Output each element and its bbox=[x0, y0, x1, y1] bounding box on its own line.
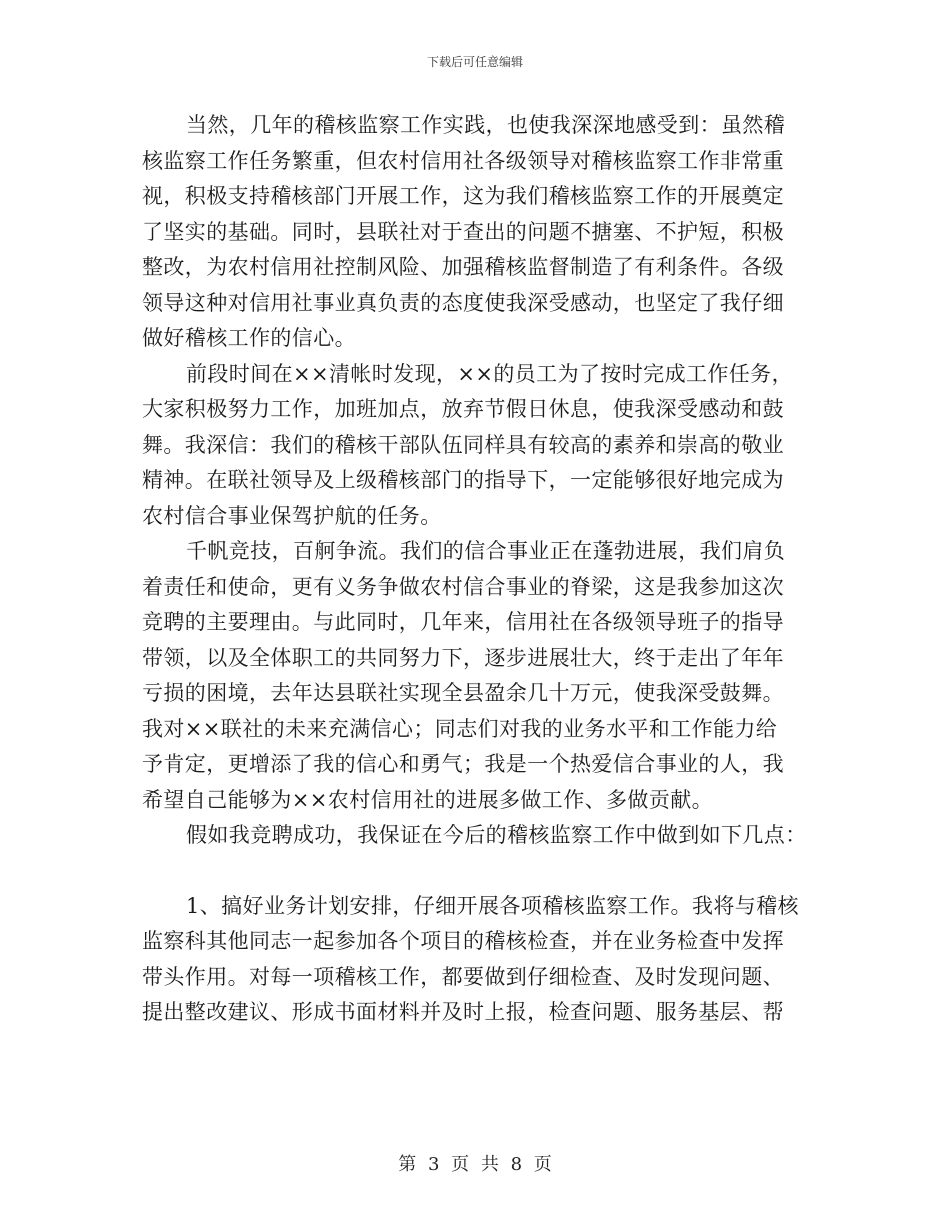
text-line: 核监察工作任务繁重，但农村信用社各级领导对稽核监察工作非常重 bbox=[142, 148, 784, 173]
text-line: 监察科其他同志一起参加各个项目的稽核检查，并在业务检查中发挥 bbox=[142, 929, 784, 953]
page-footer: 第 3 页 共 8 页 bbox=[398, 1154, 552, 1175]
text-line: 千帆竞技，百舸争流。我们的信合事业正在蓬勃进展，我们肩负 bbox=[186, 539, 786, 563]
text-line: 带头作用。对每一项稽核工作，都要做到仔细检查、及时发现问题、 bbox=[142, 964, 784, 989]
paragraph-gap bbox=[142, 854, 812, 889]
text-line: 前段时间在××清帐时发现，××的员工为了按时完成工作任务， bbox=[186, 361, 793, 386]
text-line: 1、搞好业务计划安排，仔细开展各项稽核监察工作。我将与稽核 bbox=[186, 893, 799, 918]
text-line: 假如我竞聘成功，我保证在今后的稽核监察工作中做到如下几点： bbox=[186, 823, 807, 847]
text-line: 了坚实的基础。同时，县联社对于查出的问题不搪塞、不护短，积极 bbox=[142, 219, 784, 244]
text-line: 领导这种对信用社事业真负责的态度使我深受感动，也坚定了我仔细 bbox=[142, 290, 784, 315]
text-line: 大家积极努力工作，加班加点，放弃节假日休息，使我深受感动和鼓 bbox=[142, 397, 784, 421]
text-line: 我对××联社的未来充满信心；同志们对我的业务水平和工作能力给 bbox=[142, 716, 778, 741]
text-line: 提出整改建议、形成书面材料并及时上报，检查问题、服务基层、帮 bbox=[142, 1000, 784, 1024]
text-line: 着责任和使命，更有义务争做农村信合事业的脊梁，这是我参加这次 bbox=[142, 574, 784, 599]
text-line: 农村信合事业保驾护航的任务。 bbox=[142, 503, 442, 528]
page-header: 下载后可任意编辑 bbox=[426, 55, 523, 69]
text-line: 当然，几年的稽核监察工作实践，也使我深深地感受到：虽然稽 bbox=[186, 113, 786, 137]
text-line: 带领，以及全体职工的共同努力下，逐步进展壮大，终于走出了年年 bbox=[142, 645, 784, 670]
text-line: 做好稽核工作的信心。 bbox=[142, 326, 356, 350]
text-line: 精神。在联社领导及上级稽核部门的指导下，一定能够很好地完成为 bbox=[142, 468, 784, 492]
document-body bbox=[142, 108, 812, 1031]
text-line: 视，积极支持稽核部门开展工作，这为我们稽核监察工作的开展奠定 bbox=[142, 184, 784, 208]
text-line: 希望自己能够为××农村信用社的进展多做工作、多做贡献。 bbox=[142, 787, 713, 812]
text-line: 舞。我深信：我们的稽核干部队伍同样具有较高的素养和崇高的敬业 bbox=[142, 432, 784, 457]
text-line: 亏损的困境，去年达县联社实现全县盈余几十万元，使我深受鼓舞。 bbox=[142, 681, 784, 705]
text-line: 整改，为农村信用社控制风险、加强稽核监督制造了有利条件。各级 bbox=[142, 255, 784, 279]
text-line: 予肯定，更增添了我的信心和勇气；我是一个热爱信合事业的人，我 bbox=[142, 752, 784, 776]
text-line: 竞聘的主要理由。与此同时，几年来，信用社在各级领导班子的指导 bbox=[142, 610, 784, 634]
